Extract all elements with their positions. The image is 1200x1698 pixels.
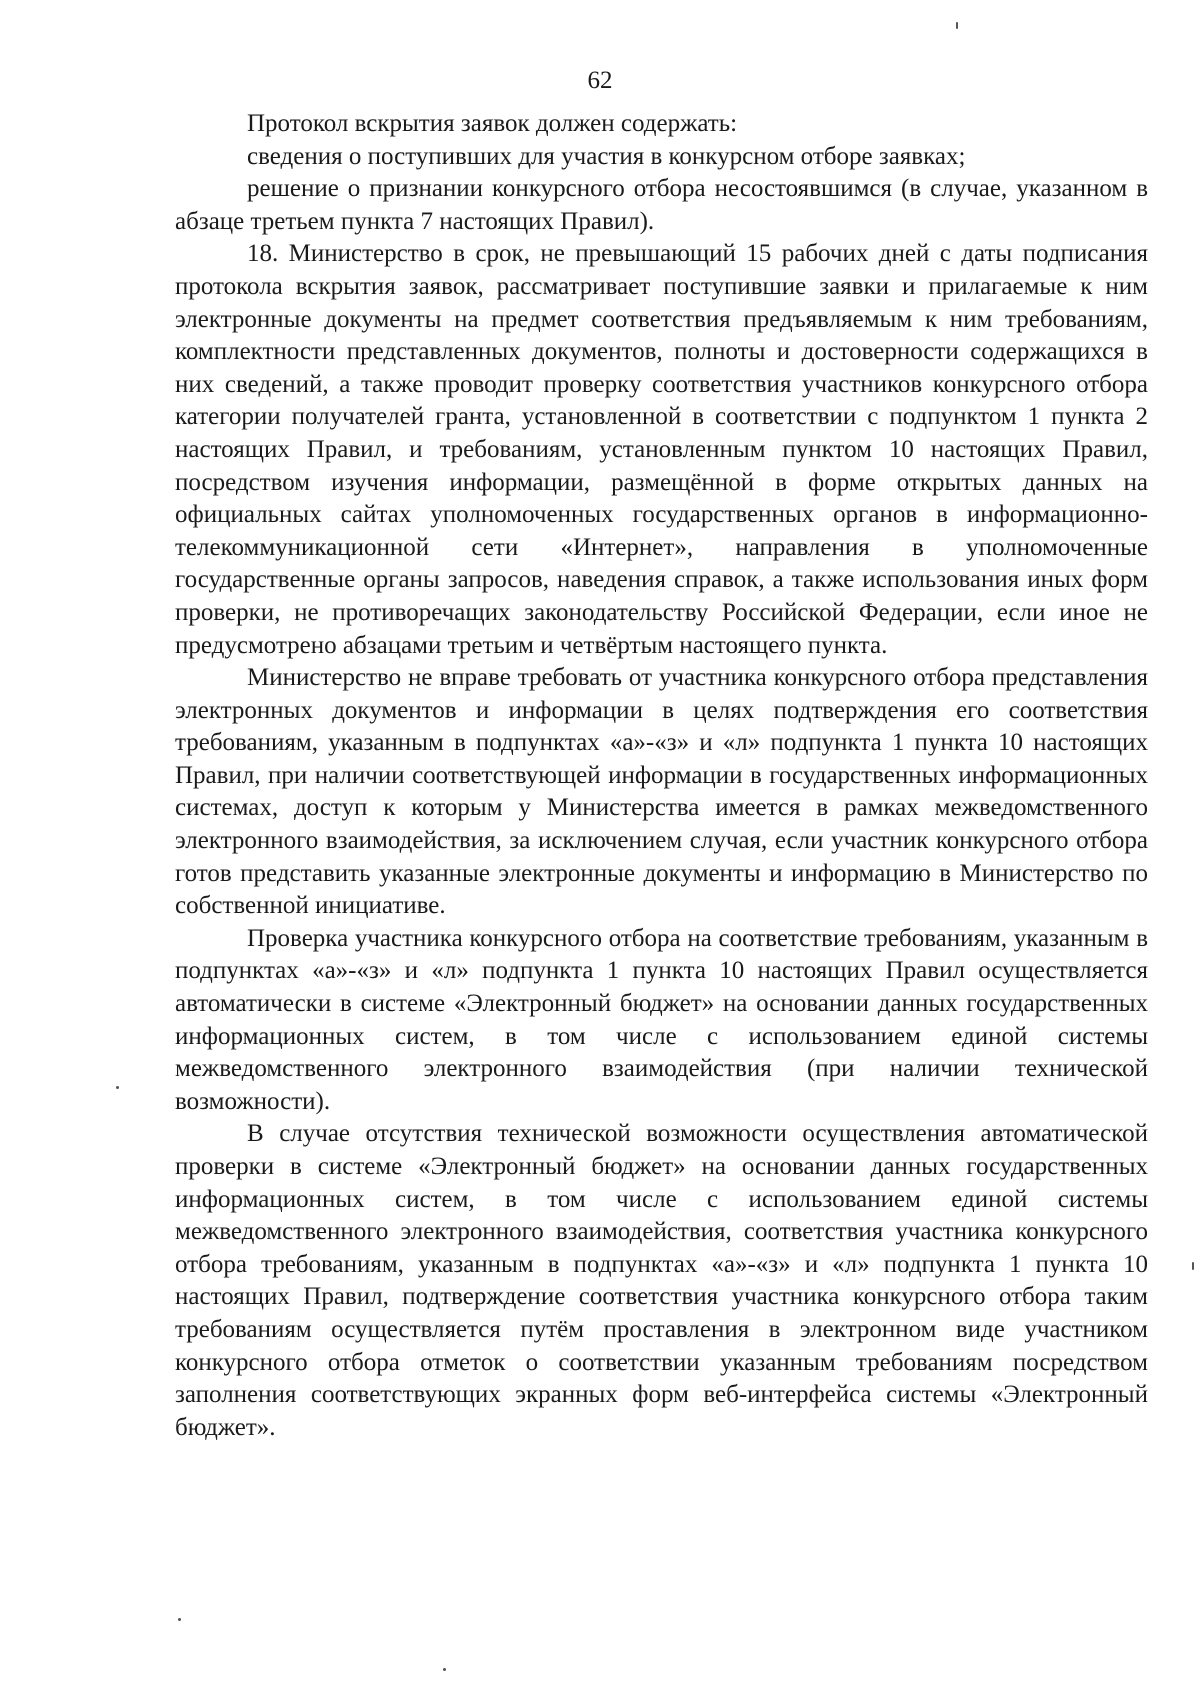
paragraph-item-18: 18. Министерство в срок, не превышающий 15 рабочих дней с даты подписания протокола вскрытия заявок, рассматривает поступившие заявки и прилагаемые к ним электронные документы на предмет соответствия предъявляемым к ним требованиям, комплектности представленных документов, полноты и достоверности содержащихся в них сведений, а также проводит проверку соответствия участников конкурсного отбора категории получателей гранта, установленной в соответствии с подпунктом 1 пункта 2 настоящих Правил, и требованиям, установленным пунктом 10 настоящих Правил, посредством изучения информации, размещённой в форме открытых данных на официальных сайтах уполномоченных государственных органов в информационно-телекоммуникационной сети «Интернет», направления в уполномоченные государственные органы запросов, наведения справок, а также использования иных форм проверки, не противоречащих законодательству Российской Федерации, если иное не предусмотрено абзацами третьим и четвёртым настоящего пункта. [175, 240, 1148, 659]
paragraph-manual-confirmation: В случае отсутствия технической возможности осуществления автоматической проверки в системе «Электронный бюджет» на основании данных государственных информационных систем, в том числе с использованием единой системы межведомственного электронного взаимодействия, соответствия участника конкурсного отбора требованиям, указанным в подпунктах «а»-«з» и «л» подпункта 1 пункта 10 настоящих Правил, подтверждение соответствия участника конкурсного отбора таким требованиям осуществляется путём проставления в электронном виде участником конкурсного отбора отметок о соответствии указанным требованиям посредством заполнения соответствующих экранных форм веб-интерфейса системы «Электронный бюджет». [175, 1120, 1148, 1441]
paragraph-failed-selection-decision: решение о признании конкурсного отбора несостоявшимся (в случае, указанном в абзаце третьем пункта 7 настоящих Правил). [175, 175, 1148, 235]
document-body [175, 108, 1148, 1444]
scan-speck [116, 1086, 119, 1089]
paragraph-received-applications: сведения о поступивших для участия в конкурсном отборе заявках; [247, 142, 966, 170]
paragraph-protocol-contents: Протокол вскрытия заявок должен содержать: [247, 110, 738, 137]
page-number: 62 [587, 67, 613, 94]
scan-speck [178, 1618, 181, 1621]
paragraph-automatic-check: Проверка участника конкурсного отбора на соответствие требованиям, указанным в подпунктах «а»-«з» и «л» подпункта 1 пункта 10 настоящих Правил осуществляется автоматически в системе «Электронный бюджет» на основании данных государственных информационных систем, в том числе с использованием единой системы межведомственного электронного взаимодействия (при наличии технической возможности). [175, 924, 1148, 1115]
scan-speck [1192, 1262, 1194, 1270]
paragraph-ministry-not-entitled: Министерство не вправе требовать от участника конкурсного отбора представления электронных документов и информации в целях подтверждения его соответствия требованиям, указанным в подпунктах «а»-«з» и «л» подпункта 1 пункта 10 настоящих Правил, при наличии соответствующей информации в государственных информационных системах, доступ к которым у Министерства имеется в рамках межведомственного электронного взаимодействия, за исключением случая, если участник конкурсного отбора готов представить указанные электронные документы и информацию в Министерство по собственной инициативе. [175, 664, 1148, 920]
scan-speck [956, 22, 958, 29]
scan-speck [443, 1668, 446, 1671]
